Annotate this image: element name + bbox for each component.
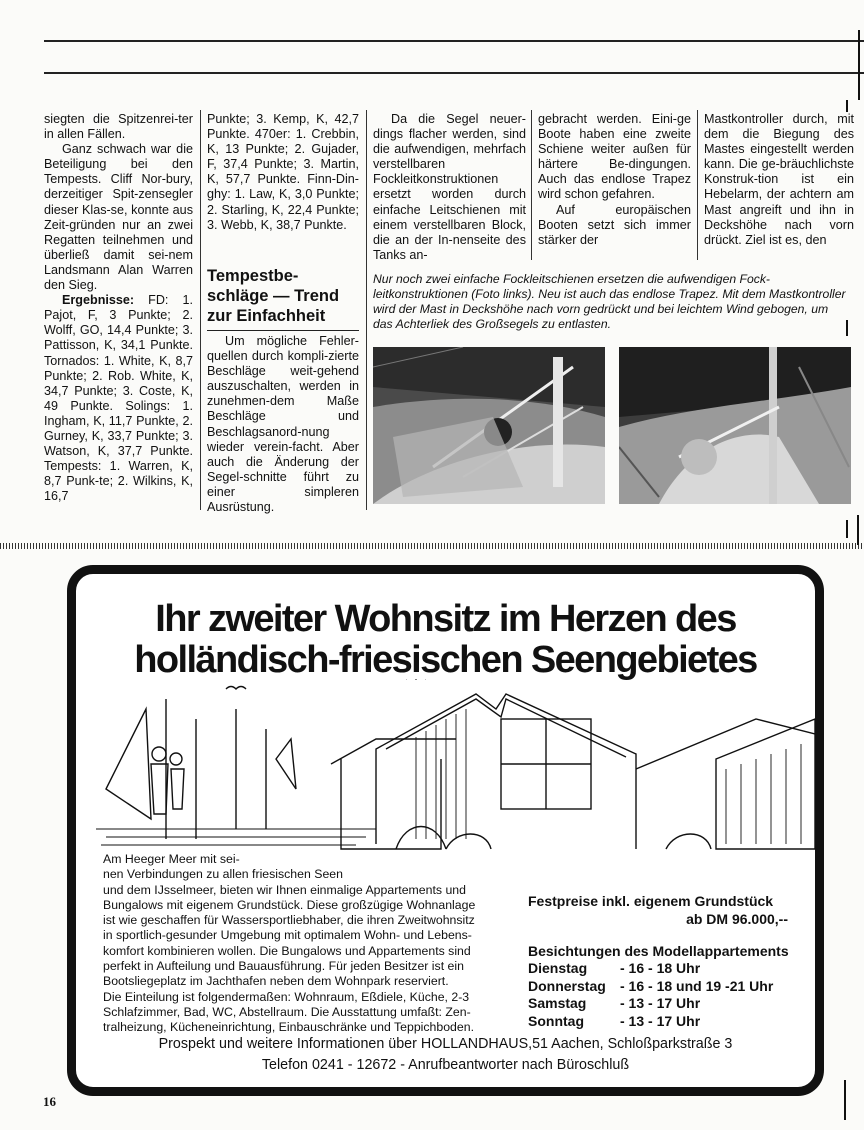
article-column-2b: [207, 334, 359, 515]
visit-time: - 13 - 17 Uhr: [620, 1012, 701, 1029]
visits-title: Besichtungen des Modellappartements: [528, 943, 789, 959]
ad-body-line: in sportlich-gesunder Umgebung mit optimalem Wohn- und Lebens-: [103, 928, 472, 943]
col1-results: [44, 293, 193, 504]
col4-para-2: Auf europäischen Booten setzt sich immer stärker der: [538, 202, 691, 247]
visit-day: Dienstag: [528, 960, 588, 976]
visit-time: - 16 - 18 Uhr: [620, 960, 701, 976]
visit-time: - 16 - 18 und 19 -21 Uhr: [620, 977, 774, 994]
article-column-1: [44, 112, 193, 504]
top-rule-2: [44, 72, 864, 74]
col2b-para: Um mögliche Fehler-quellen durch kompli-zierte Beschläge weit-gehend auszuschalten, werden in zunehmen-dem Maße Beschläge und Beschlagsanord-nung wieder verein-facht. Aber auch die Änderung der Segel-schnitte führt zu einer simpleren Ausrüstung.: [207, 334, 359, 515]
scan-edge-mark: [844, 1080, 846, 1120]
column-divider-3: [531, 110, 532, 260]
top-rule-1: [44, 40, 864, 42]
column-divider-1: [200, 110, 201, 510]
ad-body-line: tralheizung, Kücheneinrichtung, Einbauschränke und Teppichboden.: [103, 1020, 474, 1035]
column-divider-4: [697, 110, 698, 260]
price-line-1: Festpreise inkl. eigenem Grundstück: [528, 893, 774, 909]
article-column-3: [373, 112, 526, 263]
column-divider-2: [366, 110, 367, 510]
ad-body-line: und dem IJsselmeer, bieten wir Ihnen einmalige Appartements und: [103, 882, 466, 897]
col1-para-1: siegten die Spitzenrei-ter in allen Fällen.: [44, 112, 193, 142]
col4-para-1: gebracht werden. Eini-ge Boote haben eine zweite Schiene weiter außen für härtere Be-dingungen. Auch das endlose Trapez wird schon gefahren.: [538, 112, 691, 202]
ad-body-line: Die Einteilung ist folgendermaßen: Wohnraum, Eßdiele, Küche, 2-3: [103, 989, 470, 1004]
ad-footer-address: Prospekt und weitere Informationen über HOLLANDHAUS,51 Aachen, Schloßparkstraße 3: [158, 1036, 733, 1052]
scan-edge-mark: [858, 30, 860, 100]
article-column-2: [207, 112, 359, 233]
visit-day: Donnerstag: [528, 977, 606, 994]
photo-jib-tracks: [373, 347, 605, 504]
visit-day: Sonntag: [528, 1012, 584, 1029]
ad-body-line: Am Heeger Meer mit sei-: [103, 852, 240, 866]
results-text: FD: 1. Pajot, F, 3 Punkte; 2. Wolff, GO, 14,4 Punkte; 3. Pattisson, K, 34,1 Punkte. Tornados: 1. White, K, 8,7 Punkte; 2. Rob. White, K, 34,7 Punkte; 3. Coste, K, 49 Punkte. Solings: 1. Ingham, K, 11,7 Punkte, 2. Gurney, K, 33,7 Punkte; 3. Watson, K, 37,7 Punkte. Tempests: 1. Warren, K, 8,7 Punk-te; 2. Wilkins, K, 16,7: [44, 293, 193, 504]
price-line-2: ab DM 96.000,--: [686, 911, 788, 927]
section-heading: Tempestbe-schläge — Trend zur Einfachheit: [207, 266, 359, 331]
ad-body-line: Bootsliegeplatz im Jachthafen neben dem Wohnpark reserviert.: [103, 974, 449, 989]
ad-body-line: perfekt in Aufteilung und Bauausführung. Für jeden Besitzer ist ein: [103, 959, 464, 974]
ad-body-line: Bungalows mit eigenem Grundstück. Diese großzügige Wohnanlage: [103, 897, 476, 912]
scan-edge-mark: [846, 100, 848, 112]
visit-row: [528, 960, 808, 978]
scan-edge-mark: [846, 520, 848, 538]
col3-para: Da die Segel neuer-dings flacher werden, sind die aufwendigen, mehrfach verstellbaren Fockleitkonstruktionen ersetzt worden durch einfache Leitschienen mit einem verstellbaren Block, die an der In-nenseite des Tanks an-: [373, 112, 526, 262]
visit-row: [528, 978, 808, 996]
section-divider: [0, 543, 864, 549]
ad-headline-1: Ihr zweiter Wohnsitz im Herzen des: [155, 598, 736, 640]
article-column-5: [704, 112, 854, 248]
ad-body-line: komfort kombinieren wollen. Die Bungalows und Appartements sind: [103, 943, 471, 958]
ad-body-line: nen Verbindungen zu allen friesischen Seen: [103, 867, 343, 882]
results-label: Ergebnisse:: [62, 293, 135, 308]
ad-body-line: Schlafzimmer, Bad, WC, Abstellraum. Die Ausstattung umfaßt: Zen-: [103, 1004, 471, 1019]
advertisement: [67, 565, 824, 1096]
visit-time: - 13 - 17 Uhr: [620, 995, 701, 1011]
ad-description: [103, 852, 533, 1036]
col5-para: Mastkontroller durch, mit dem die Biegung des Mastes eingestellt werden kann. Die ge-bräuchlichste Konstruk-tion ist ein Hebelarm, der achtern am Mast angreift und ihn in Deckshöhe nach vorn drückt. Ziel ist es, den: [704, 112, 854, 247]
page-number: 16: [43, 1094, 56, 1109]
scan-edge-mark: [846, 320, 848, 336]
ad-footer-phone: Telefon 0241 - 12672 - Anrufbeantworter nach Büroschluß: [261, 1057, 630, 1073]
ad-body-line: ist wie geschaffen für Wassersportliebhaber, die ihren Zweitwohnsitz: [103, 913, 475, 928]
visit-row: [528, 1013, 808, 1031]
scan-edge-mark: [857, 515, 859, 545]
ad-price-and-visits: [528, 892, 808, 1030]
col1-para-2: Ganz schwach war die Beteiligung bei den Tempests. Cliff Nor-bury, derzeitiger Spit-zensegler dieser Klas-se, konnte aus Zeit-gründen nur an zwei Regatten teilnehmen und überließ damit sei-nem Landsmann Alan Warren den Sieg.: [44, 142, 193, 293]
col2-para: Punkte; 3. Kemp, K, 42,7 Punkte. 470er: 1. Crebbin, K, 13 Punkte; 2. Gujader, F, 37,4 Punkte; 3. Martin, K, 57,7 Punkte. Finn-Din-ghy: 1. Law, K, 3,0 Punkte; 2. Starling, K, 22,4 Punkte; 3. Webb, K, 38,7 Punkte.: [207, 112, 359, 232]
photo-mast-controller: [619, 347, 851, 504]
ad-headline-2: holländisch-friesischen Seengebietes: [134, 639, 757, 681]
visit-row: [528, 995, 808, 1013]
visit-day: Samstag: [528, 995, 587, 1011]
article-column-4: [538, 112, 691, 248]
photo-caption: Nur noch zwei einfache Fockleitschienen ersetzen die aufwendigen Fock-leitkonstruktionen (Foto links). Neu ist auch das endlose Trapez. Mit dem Mastkontroller wird der Mast in Deckshöhe nach vorn gedrückt und bei leichtem Wind gebogen, um das Achterliek des Großsegels zu entlasten.: [373, 272, 846, 331]
